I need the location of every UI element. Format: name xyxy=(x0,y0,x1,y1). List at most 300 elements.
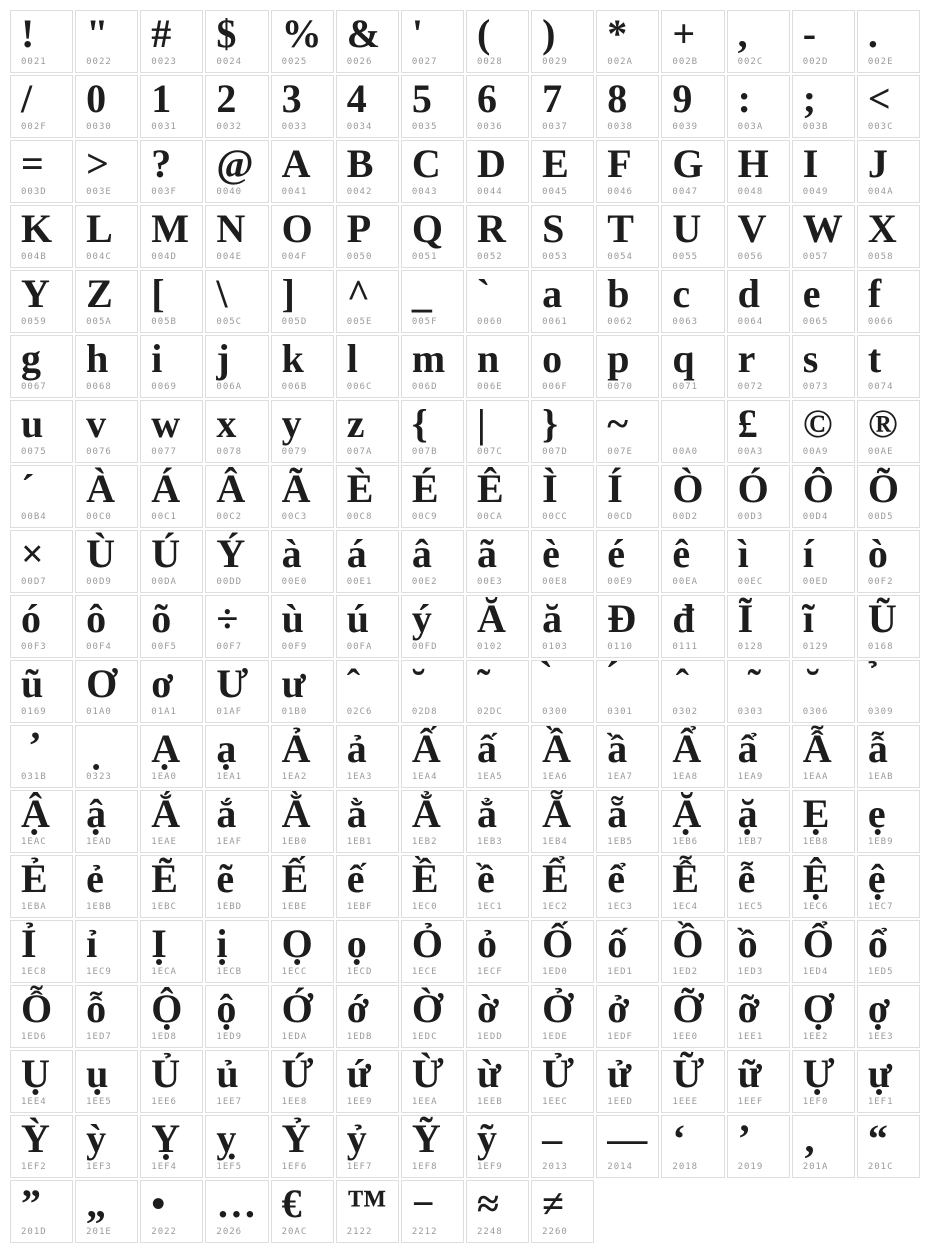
glyph-cell[interactable] xyxy=(401,725,464,788)
glyph-cell[interactable] xyxy=(140,1050,203,1113)
glyph-cell[interactable] xyxy=(727,530,790,593)
glyph-cell[interactable] xyxy=(727,1050,790,1113)
glyph-cell[interactable] xyxy=(336,1115,399,1178)
glyph-cell[interactable] xyxy=(466,1050,529,1113)
glyph-cell[interactable] xyxy=(401,335,464,398)
glyph-cell[interactable] xyxy=(792,335,855,398)
glyph-cell[interactable] xyxy=(792,985,855,1048)
glyph-cell[interactable] xyxy=(857,75,920,138)
glyph-cell[interactable] xyxy=(271,660,334,723)
glyph-cell[interactable] xyxy=(205,530,268,593)
glyph-cell[interactable] xyxy=(792,270,855,333)
glyph-code: 1EB7 xyxy=(737,837,764,847)
glyph: đ xyxy=(672,596,695,641)
glyph-cell[interactable] xyxy=(792,140,855,203)
glyph-cell[interactable] xyxy=(401,1050,464,1113)
glyph-cell[interactable] xyxy=(596,1115,659,1178)
glyph-cell[interactable] xyxy=(661,465,724,528)
glyph-cell[interactable] xyxy=(10,10,73,73)
glyph: — xyxy=(607,1116,648,1161)
glyph-cell[interactable] xyxy=(466,335,529,398)
glyph-cell[interactable] xyxy=(271,270,334,333)
glyph-cell[interactable] xyxy=(10,335,73,398)
glyph: Ẫ xyxy=(802,726,832,771)
glyph-cell[interactable] xyxy=(75,75,138,138)
glyph-cell[interactable] xyxy=(336,595,399,658)
glyph-cell[interactable] xyxy=(75,660,138,723)
glyph-code: 02D8 xyxy=(411,707,438,717)
glyph-cell[interactable] xyxy=(205,75,268,138)
glyph-cell[interactable] xyxy=(140,205,203,268)
glyph-cell[interactable] xyxy=(10,660,73,723)
glyph-cell[interactable] xyxy=(205,985,268,1048)
glyph-cell[interactable] xyxy=(531,1115,594,1178)
glyph: ỳ xyxy=(86,1116,107,1161)
glyph-cell[interactable] xyxy=(271,985,334,1048)
glyph-cell[interactable] xyxy=(857,140,920,203)
glyph-cell[interactable] xyxy=(140,985,203,1048)
glyph: Ỹ xyxy=(411,1116,441,1161)
glyph-cell[interactable] xyxy=(661,790,724,853)
glyph-cell[interactable] xyxy=(336,985,399,1048)
glyph: T xyxy=(607,206,634,251)
glyph-cell[interactable] xyxy=(75,1180,138,1243)
glyph-cell[interactable] xyxy=(401,530,464,593)
glyph-cell[interactable] xyxy=(401,660,464,723)
glyph-code: 0077 xyxy=(151,447,177,457)
glyph-cell[interactable] xyxy=(857,595,920,658)
glyph-cell[interactable] xyxy=(531,465,594,528)
glyph-cell[interactable] xyxy=(727,855,790,918)
glyph-cell[interactable] xyxy=(661,335,724,398)
glyph-cell[interactable] xyxy=(336,465,399,528)
glyph-cell[interactable] xyxy=(205,270,268,333)
glyph-cell[interactable] xyxy=(75,1115,138,1178)
glyph-cell[interactable] xyxy=(140,595,203,658)
glyph-cell[interactable] xyxy=(661,530,724,593)
glyph-cell[interactable] xyxy=(140,1180,203,1243)
glyph-cell[interactable] xyxy=(857,660,920,723)
glyph-cell[interactable] xyxy=(140,660,203,723)
glyph-cell[interactable] xyxy=(140,465,203,528)
glyph-cell[interactable] xyxy=(531,205,594,268)
glyph-cell[interactable] xyxy=(727,1115,790,1178)
glyph-cell[interactable] xyxy=(531,1050,594,1113)
glyph-cell[interactable] xyxy=(10,75,73,138)
glyph-cell[interactable] xyxy=(792,75,855,138)
glyph-cell[interactable] xyxy=(140,1115,203,1178)
glyph-code: 0043 xyxy=(411,187,438,197)
glyph-cell[interactable] xyxy=(401,985,464,1048)
glyph-cell[interactable] xyxy=(10,140,73,203)
glyph-cell[interactable] xyxy=(466,75,529,138)
glyph-cell[interactable] xyxy=(466,270,529,333)
glyph-cell[interactable] xyxy=(140,530,203,593)
glyph-cell[interactable] xyxy=(466,10,529,73)
glyph-cell[interactable] xyxy=(205,335,268,398)
glyph-cell[interactable] xyxy=(466,205,529,268)
glyph-code: 0056 xyxy=(737,252,764,262)
glyph-cell[interactable] xyxy=(271,205,334,268)
glyph-cell[interactable] xyxy=(596,855,659,918)
glyph-cell[interactable] xyxy=(857,985,920,1048)
glyph-cell[interactable] xyxy=(75,1050,138,1113)
glyph: Õ xyxy=(867,466,899,511)
glyph: u xyxy=(21,401,44,446)
glyph-cell[interactable] xyxy=(661,270,724,333)
glyph-code: 0066 xyxy=(867,317,894,327)
glyph-cell[interactable] xyxy=(336,1050,399,1113)
glyph-cell[interactable] xyxy=(727,920,790,983)
glyph-cell[interactable] xyxy=(792,725,855,788)
glyph-cell[interactable] xyxy=(661,10,724,73)
glyph-cell[interactable] xyxy=(531,140,594,203)
glyph-cell[interactable] xyxy=(661,855,724,918)
glyph-cell[interactable] xyxy=(466,985,529,1048)
glyph-cell[interactable] xyxy=(75,985,138,1048)
glyph-cell[interactable] xyxy=(596,595,659,658)
glyph-cell[interactable] xyxy=(466,920,529,983)
glyph-cell[interactable] xyxy=(75,595,138,658)
glyph: b xyxy=(607,271,630,316)
glyph-cell[interactable] xyxy=(205,855,268,918)
glyph-code: 1EE2 xyxy=(802,1032,829,1042)
glyph-code: 00E2 xyxy=(411,577,438,587)
glyph-cell[interactable] xyxy=(336,725,399,788)
glyph-cell[interactable] xyxy=(205,725,268,788)
glyph-cell[interactable] xyxy=(792,1115,855,1178)
glyph-cell[interactable] xyxy=(727,725,790,788)
glyph-cell[interactable] xyxy=(140,10,203,73)
glyph-cell[interactable] xyxy=(466,530,529,593)
glyph-cell[interactable] xyxy=(531,335,594,398)
glyph-code: 003A xyxy=(737,122,764,132)
glyph-cell[interactable] xyxy=(10,205,73,268)
glyph-cell[interactable] xyxy=(401,920,464,983)
glyph-cell[interactable] xyxy=(10,465,73,528)
glyph-cell[interactable] xyxy=(10,400,73,463)
glyph-cell[interactable] xyxy=(205,920,268,983)
glyph-cell[interactable] xyxy=(857,465,920,528)
glyph-cell[interactable] xyxy=(140,270,203,333)
glyph-cell[interactable] xyxy=(466,1180,529,1243)
glyph-cell[interactable] xyxy=(205,1180,268,1243)
glyph-cell[interactable] xyxy=(75,920,138,983)
glyph-cell[interactable] xyxy=(596,725,659,788)
glyph-cell[interactable] xyxy=(336,270,399,333)
glyph-cell[interactable] xyxy=(271,595,334,658)
glyph-cell[interactable] xyxy=(661,595,724,658)
glyph-cell[interactable] xyxy=(401,400,464,463)
glyph-code: 201D xyxy=(21,1227,47,1237)
glyph-cell[interactable] xyxy=(857,1050,920,1113)
glyph-cell[interactable] xyxy=(140,140,203,203)
glyph-cell[interactable] xyxy=(205,205,268,268)
glyph-cell[interactable] xyxy=(661,985,724,1048)
glyph-cell[interactable] xyxy=(271,75,334,138)
glyph-cell[interactable] xyxy=(857,205,920,268)
glyph-cell[interactable] xyxy=(140,335,203,398)
glyph-cell[interactable] xyxy=(205,400,268,463)
glyph-cell[interactable] xyxy=(336,920,399,983)
glyph-cell[interactable] xyxy=(857,335,920,398)
glyph: | xyxy=(476,401,486,446)
glyph-cell[interactable] xyxy=(10,790,73,853)
glyph-cell[interactable] xyxy=(531,1180,594,1243)
glyph-cell[interactable] xyxy=(205,465,268,528)
glyph-cell[interactable] xyxy=(271,1180,334,1243)
glyph-cell[interactable] xyxy=(857,790,920,853)
glyph-cell[interactable] xyxy=(792,1050,855,1113)
glyph-cell[interactable] xyxy=(466,465,529,528)
glyph-cell[interactable] xyxy=(10,920,73,983)
glyph: Ú xyxy=(151,531,181,576)
glyph-cell[interactable] xyxy=(10,270,73,333)
glyph-cell[interactable] xyxy=(140,855,203,918)
glyph-cell[interactable] xyxy=(336,790,399,853)
glyph-cell[interactable] xyxy=(75,465,138,528)
glyph-cell[interactable] xyxy=(596,985,659,1048)
glyph-cell[interactable] xyxy=(271,465,334,528)
glyph-code: 006D xyxy=(411,382,438,392)
glyph-cell[interactable] xyxy=(271,920,334,983)
glyph-cell[interactable] xyxy=(531,725,594,788)
glyph: t xyxy=(867,336,882,381)
glyph-cell[interactable] xyxy=(205,140,268,203)
glyph-cell[interactable] xyxy=(466,660,529,723)
glyph-cell[interactable] xyxy=(271,140,334,203)
glyph-code: 1EDA xyxy=(281,1032,308,1042)
glyph-cell[interactable] xyxy=(271,400,334,463)
glyph-cell[interactable] xyxy=(531,855,594,918)
glyph-cell[interactable] xyxy=(10,595,73,658)
glyph-cell[interactable] xyxy=(205,10,268,73)
glyph-cell[interactable] xyxy=(466,400,529,463)
glyph-cell[interactable] xyxy=(661,1050,724,1113)
glyph-cell[interactable] xyxy=(401,465,464,528)
glyph: © xyxy=(802,401,833,446)
glyph-cell[interactable] xyxy=(271,1050,334,1113)
glyph-cell[interactable] xyxy=(336,1180,399,1243)
glyph-cell[interactable] xyxy=(75,530,138,593)
glyph-cell[interactable] xyxy=(727,335,790,398)
glyph-cell[interactable] xyxy=(792,10,855,73)
glyph-cell[interactable] xyxy=(661,400,724,463)
glyph-cell[interactable] xyxy=(857,920,920,983)
glyph-cell[interactable] xyxy=(10,1115,73,1178)
glyph-cell[interactable] xyxy=(401,10,464,73)
glyph-cell[interactable] xyxy=(271,335,334,398)
glyph-cell[interactable] xyxy=(596,205,659,268)
glyph-code: 1EAF xyxy=(216,837,243,847)
glyph-cell[interactable] xyxy=(596,920,659,983)
glyph-cell[interactable] xyxy=(140,920,203,983)
glyph-cell[interactable] xyxy=(401,790,464,853)
glyph-cell[interactable] xyxy=(466,1115,529,1178)
glyph-cell[interactable] xyxy=(401,1115,464,1178)
glyph-cell[interactable] xyxy=(727,270,790,333)
glyph-cell[interactable] xyxy=(75,335,138,398)
glyph-cell[interactable] xyxy=(466,595,529,658)
glyph-cell[interactable] xyxy=(336,10,399,73)
glyph-cell[interactable] xyxy=(205,1050,268,1113)
glyph-cell[interactable] xyxy=(531,790,594,853)
glyph-cell[interactable] xyxy=(596,75,659,138)
glyph-cell[interactable] xyxy=(10,1180,73,1243)
glyph-cell[interactable] xyxy=(596,335,659,398)
glyph-cell[interactable] xyxy=(792,790,855,853)
glyph-cell[interactable] xyxy=(531,270,594,333)
glyph-cell[interactable] xyxy=(10,725,73,788)
glyph: ự xyxy=(867,1051,892,1096)
glyph-code: 005E xyxy=(346,317,373,327)
glyph-cell[interactable] xyxy=(336,75,399,138)
glyph-cell[interactable] xyxy=(857,530,920,593)
glyph-code: 2018 xyxy=(672,1162,699,1172)
glyph-cell[interactable] xyxy=(75,205,138,268)
glyph-cell[interactable] xyxy=(466,725,529,788)
glyph-code: 1EDB xyxy=(346,1032,373,1042)
glyph-cell[interactable] xyxy=(401,140,464,203)
glyph-cell[interactable] xyxy=(466,140,529,203)
glyph-cell[interactable] xyxy=(596,140,659,203)
glyph: ý xyxy=(411,596,432,641)
glyph-cell[interactable] xyxy=(401,75,464,138)
glyph-cell[interactable] xyxy=(531,400,594,463)
glyph-cell[interactable] xyxy=(531,920,594,983)
glyph-cell[interactable] xyxy=(531,985,594,1048)
glyph-cell[interactable] xyxy=(727,660,790,723)
glyph-cell[interactable] xyxy=(336,205,399,268)
glyph-cell[interactable] xyxy=(857,10,920,73)
glyph-cell[interactable] xyxy=(336,400,399,463)
glyph-cell[interactable] xyxy=(466,790,529,853)
glyph-cell[interactable] xyxy=(271,790,334,853)
glyph-cell[interactable] xyxy=(336,660,399,723)
glyph-cell[interactable] xyxy=(531,75,594,138)
glyph-cell[interactable] xyxy=(75,10,138,73)
glyph-cell[interactable] xyxy=(792,465,855,528)
glyph-cell[interactable] xyxy=(75,140,138,203)
glyph-cell[interactable] xyxy=(596,660,659,723)
glyph-cell[interactable] xyxy=(401,270,464,333)
glyph-cell[interactable] xyxy=(401,205,464,268)
glyph-cell[interactable] xyxy=(140,75,203,138)
glyph-cell[interactable] xyxy=(205,595,268,658)
glyph-cell[interactable] xyxy=(661,660,724,723)
glyph-cell[interactable] xyxy=(661,75,724,138)
glyph-cell[interactable] xyxy=(10,855,73,918)
glyph-cell[interactable] xyxy=(336,530,399,593)
glyph-cell[interactable] xyxy=(857,1115,920,1178)
glyph-cell[interactable] xyxy=(727,985,790,1048)
glyph-cell[interactable] xyxy=(140,725,203,788)
glyph-cell[interactable] xyxy=(792,400,855,463)
glyph-cell[interactable] xyxy=(140,790,203,853)
glyph-cell[interactable] xyxy=(792,530,855,593)
glyph-cell[interactable] xyxy=(857,400,920,463)
glyph-cell[interactable] xyxy=(661,725,724,788)
glyph-cell[interactable] xyxy=(271,530,334,593)
glyph-cell[interactable] xyxy=(401,595,464,658)
glyph-cell[interactable] xyxy=(857,725,920,788)
glyph-cell[interactable] xyxy=(271,855,334,918)
glyph-cell[interactable] xyxy=(531,530,594,593)
glyph-cell[interactable] xyxy=(271,10,334,73)
glyph: Ứ xyxy=(281,1051,314,1096)
glyph-cell[interactable] xyxy=(75,400,138,463)
glyph-cell[interactable] xyxy=(336,335,399,398)
glyph-cell[interactable] xyxy=(401,1180,464,1243)
glyph-cell[interactable] xyxy=(205,1115,268,1178)
glyph-cell[interactable] xyxy=(596,790,659,853)
glyph-cell[interactable] xyxy=(596,10,659,73)
glyph-code: 1EDF xyxy=(607,1032,633,1042)
glyph-cell[interactable] xyxy=(271,725,334,788)
glyph-cell[interactable] xyxy=(10,985,73,1048)
glyph-cell[interactable] xyxy=(792,855,855,918)
glyph-cell[interactable] xyxy=(661,920,724,983)
glyph-cell[interactable] xyxy=(205,790,268,853)
glyph-cell[interactable] xyxy=(531,595,594,658)
glyph: X xyxy=(867,206,897,251)
glyph-cell[interactable] xyxy=(727,10,790,73)
glyph-cell[interactable] xyxy=(531,660,594,723)
glyph-cell[interactable] xyxy=(727,75,790,138)
glyph-cell[interactable] xyxy=(596,530,659,593)
glyph-cell[interactable] xyxy=(727,465,790,528)
glyph-cell[interactable] xyxy=(596,400,659,463)
glyph-cell[interactable] xyxy=(727,595,790,658)
glyph-cell[interactable] xyxy=(531,10,594,73)
glyph-cell[interactable] xyxy=(727,140,790,203)
glyph-cell[interactable] xyxy=(792,205,855,268)
glyph-cell[interactable] xyxy=(727,205,790,268)
glyph-cell[interactable] xyxy=(75,790,138,853)
glyph-cell[interactable] xyxy=(596,270,659,333)
glyph: ấ xyxy=(476,726,497,771)
glyph-cell[interactable] xyxy=(10,530,73,593)
glyph-cell[interactable] xyxy=(661,1115,724,1178)
glyph-cell[interactable] xyxy=(75,725,138,788)
glyph-cell[interactable] xyxy=(727,790,790,853)
glyph: Ộ xyxy=(151,986,183,1031)
glyph-code: 1EC2 xyxy=(542,902,568,912)
glyph-cell[interactable] xyxy=(596,465,659,528)
glyph-code: 1EE5 xyxy=(86,1097,112,1107)
glyph-cell[interactable] xyxy=(857,270,920,333)
glyph-cell[interactable] xyxy=(466,855,529,918)
glyph-cell[interactable] xyxy=(661,140,724,203)
glyph-cell[interactable] xyxy=(336,855,399,918)
glyph-cell[interactable] xyxy=(596,1050,659,1113)
glyph-cell[interactable] xyxy=(10,1050,73,1113)
glyph-cell[interactable] xyxy=(205,660,268,723)
glyph-cell[interactable] xyxy=(75,855,138,918)
glyph-cell[interactable] xyxy=(75,270,138,333)
glyph-cell[interactable] xyxy=(792,595,855,658)
glyph-cell[interactable] xyxy=(857,855,920,918)
glyph-cell[interactable] xyxy=(336,140,399,203)
glyph-cell[interactable] xyxy=(140,400,203,463)
glyph: ̀ xyxy=(542,661,553,706)
glyph-cell[interactable] xyxy=(727,400,790,463)
glyph-cell[interactable] xyxy=(661,205,724,268)
glyph-cell[interactable] xyxy=(401,855,464,918)
glyph-cell[interactable] xyxy=(792,660,855,723)
glyph-cell[interactable] xyxy=(271,1115,334,1178)
glyph-cell[interactable] xyxy=(792,920,855,983)
